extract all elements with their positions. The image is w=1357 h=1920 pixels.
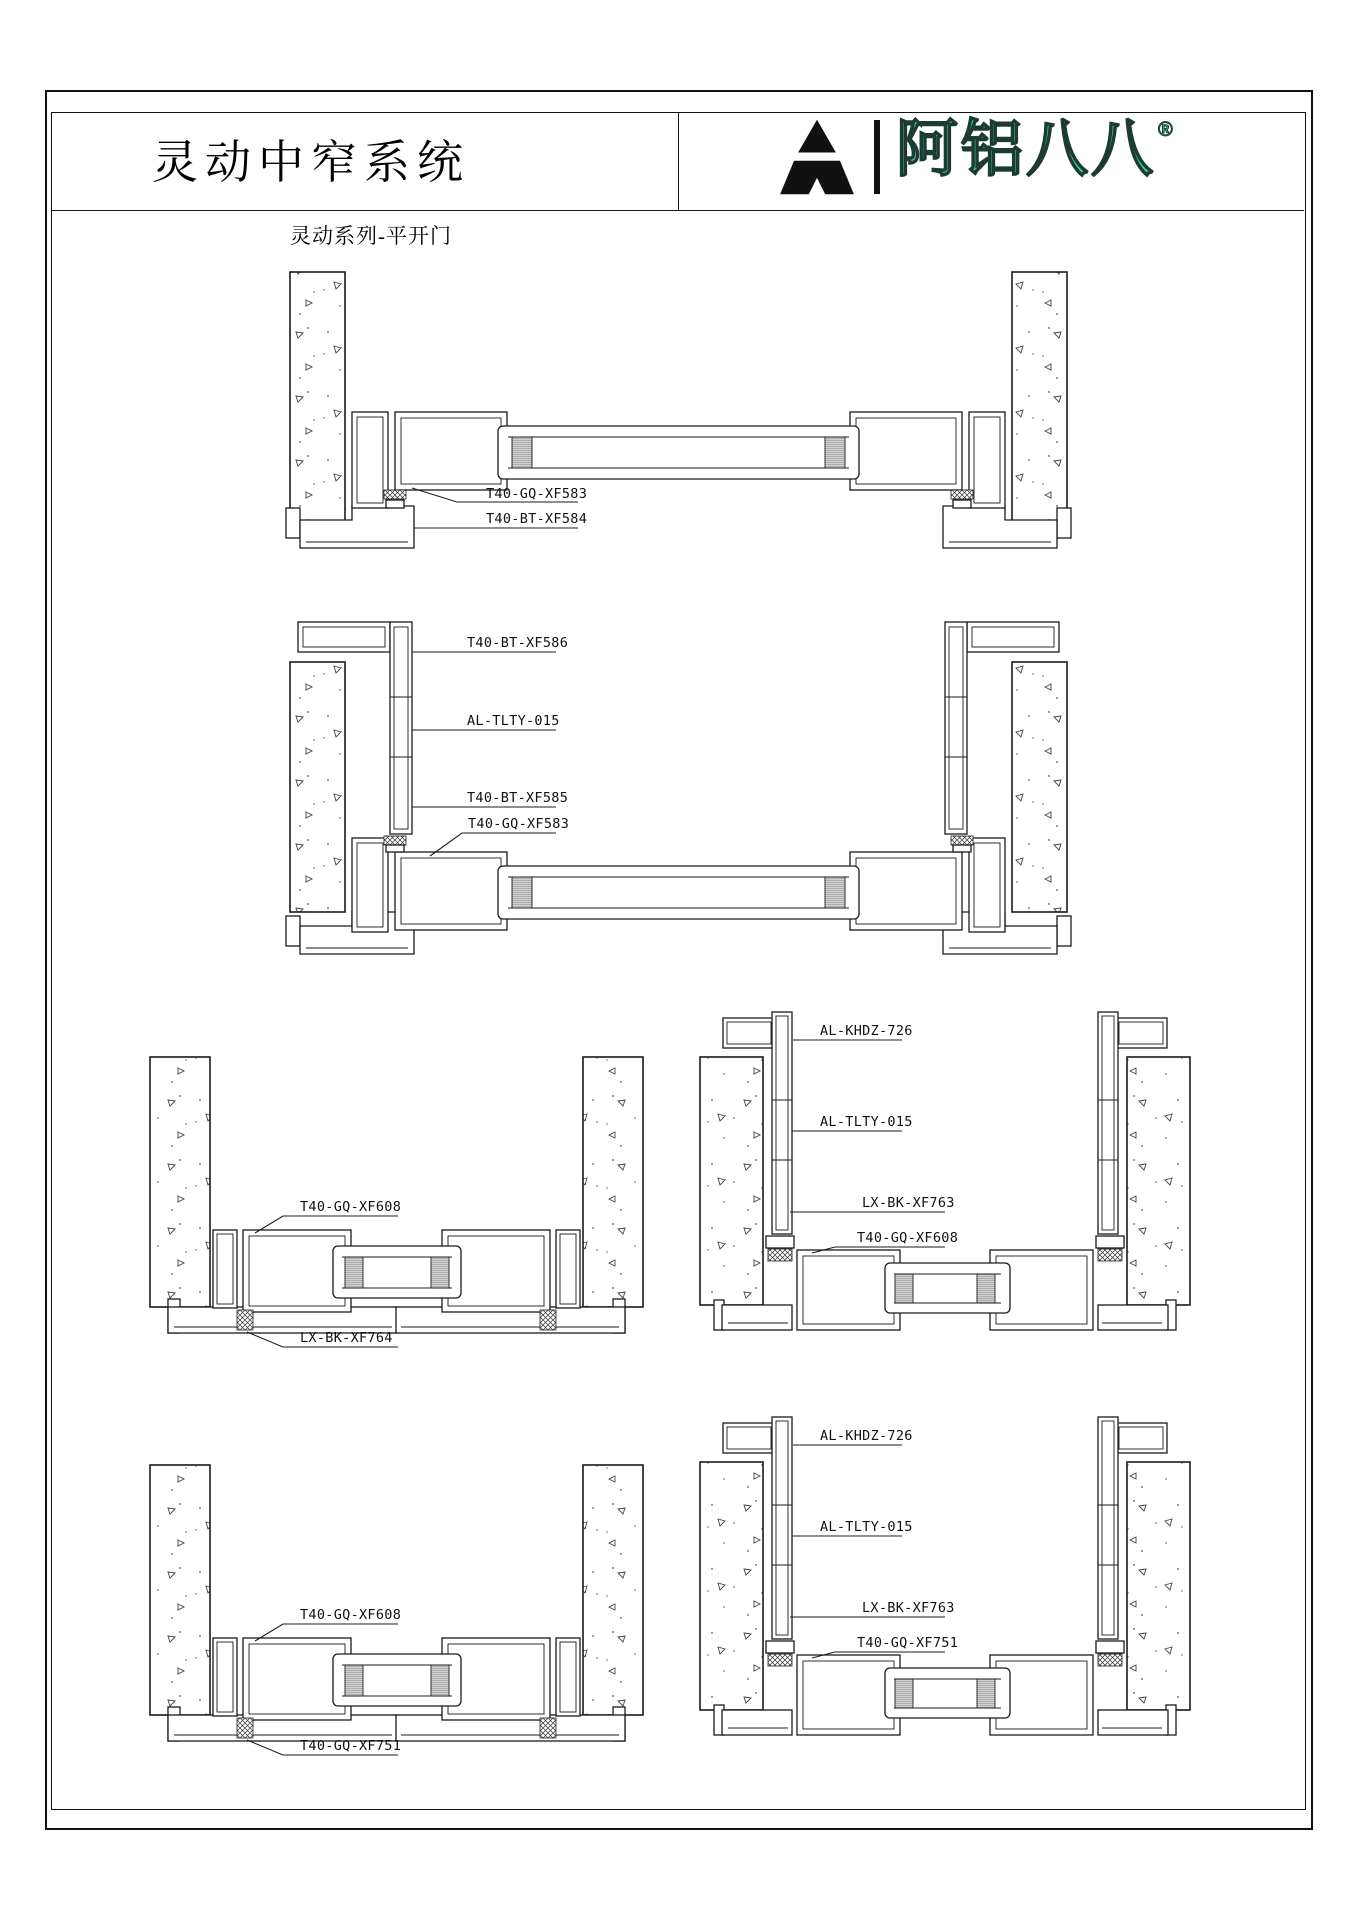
part-label: T40-GQ-XF608	[300, 1607, 402, 1623]
part-label: T40-BT-XF585	[467, 790, 569, 806]
part-label: LX-BK-XF764	[300, 1330, 393, 1346]
section-drawing-6	[700, 1417, 1190, 1735]
part-label: T40-GQ-XF608	[300, 1199, 402, 1215]
section-drawing-3	[150, 1057, 643, 1347]
mirrored-half	[850, 272, 1071, 548]
section-drawing-1	[286, 272, 1071, 548]
part-label: AL-TLTY-015	[820, 1519, 913, 1535]
part-label: LX-BK-XF763	[862, 1195, 955, 1211]
page-title: 灵动中窄系统	[152, 137, 470, 188]
door-leaf-section	[498, 866, 859, 919]
part-label: T40-GQ-XF608	[857, 1230, 959, 1246]
section-drawing-4	[700, 1012, 1190, 1330]
part-label: LX-BK-XF763	[862, 1600, 955, 1616]
mirrored-half	[850, 622, 1071, 954]
registered-mark: ®	[1158, 119, 1176, 141]
part-label: T40-GQ-XF583	[468, 816, 570, 832]
part-label: AL-KHDZ-726	[820, 1428, 913, 1444]
part-label: T40-GQ-XF751	[300, 1738, 402, 1754]
part-label: AL-KHDZ-726	[820, 1023, 913, 1039]
part-label: T40-BT-XF586	[467, 635, 569, 651]
reused-geometry	[700, 1417, 1190, 1735]
reused-geometry	[150, 1465, 643, 1741]
door-leaf-section	[498, 426, 859, 479]
part-label: T40-GQ-XF583	[486, 486, 588, 502]
part-label: AL-TLTY-015	[467, 713, 560, 729]
logo-text: 阿铝八八	[896, 115, 1157, 184]
part-label: T40-BT-XF584	[486, 511, 588, 527]
part-label: T40-GQ-XF751	[857, 1635, 959, 1651]
section-drawing-2	[286, 622, 1071, 954]
section-drawing-5	[150, 1465, 643, 1755]
part-label: AL-TLTY-015	[820, 1114, 913, 1130]
series-subtitle: 灵动系列-平开门	[290, 224, 452, 248]
